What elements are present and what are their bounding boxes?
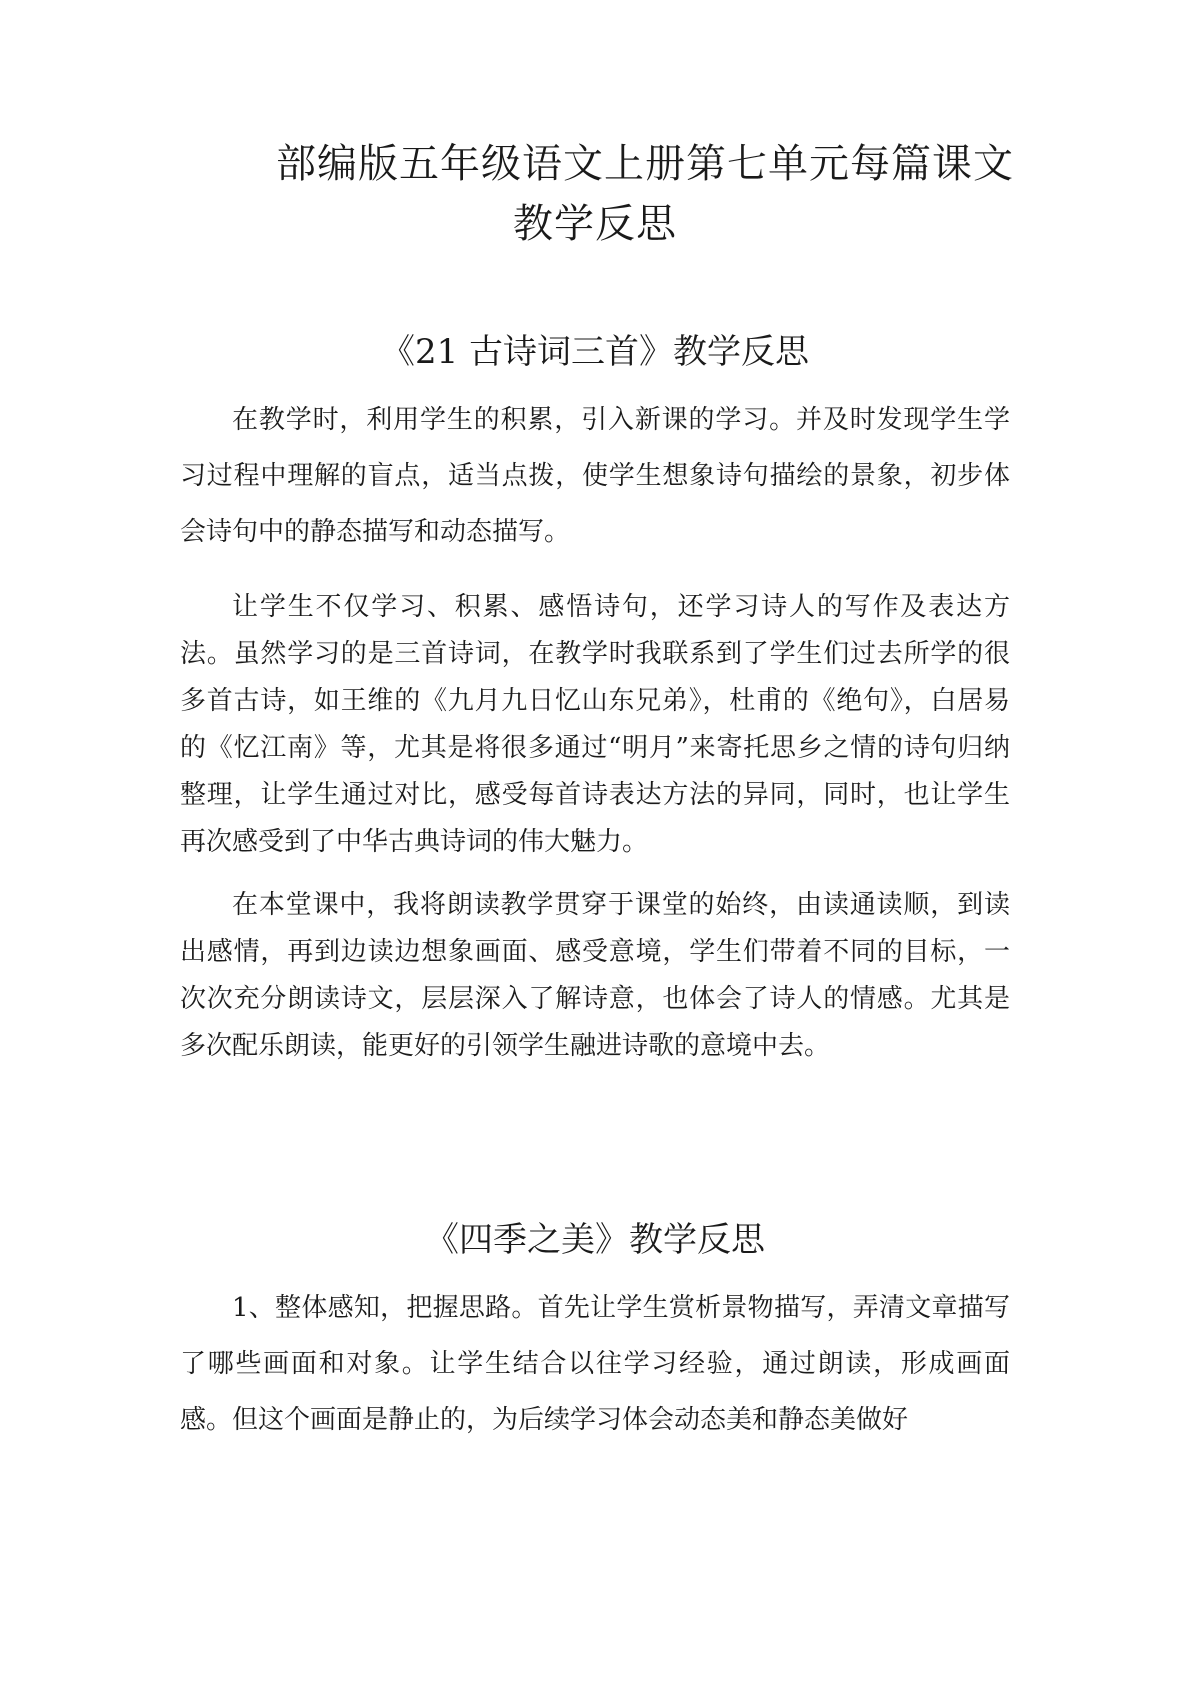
document-title-line2: 教学反思 bbox=[513, 201, 677, 247]
paragraph: 1、整体感知，把握思路。首先让学生赏析景物描写，弄清文章描写了哪些画面和对象。让学生结合以往学习经验，通过朗读，形成画面感。但这个画面是静止的，为后续学习体会动态美和静态美做好 bbox=[180, 1293, 1010, 1435]
paragraph: 在本堂课中，我将朗读教学贯穿于课堂的始终，由读通读顺，到读出感情，再到边读边想象画面、感受意境，学生们带着不同的目标，一次次充分朗读诗文，层层深入了解诗意，也体会了诗人的情感。尤其是多次配乐朗读，能更好的引领学生融进诗歌的意境中去。 bbox=[180, 890, 1010, 1061]
document-title-line1: 部编版五年级语文上册第七单元每篇课文 bbox=[276, 141, 1014, 187]
section-heading-sijizhimei: 《四季之美》教学反思 bbox=[425, 1220, 765, 1260]
paragraph: 让学生不仅学习、积累、感悟诗句，还学习诗人的写作及表达方法。虽然学习的是三首诗词，在教学时我联系到了学生们过去所学的很多首古诗，如王维的《九月九日忆山东兄弟》，杜甫的《绝句》，白居易的《忆江南》等，尤其是将很多通过“明月”来寄托思乡之情的诗句归纳整理，让学生通过对比，感受每首诗表达方法的异同，同时，也让学生再次感受到了中华古典诗词的伟大魅力。 bbox=[180, 592, 1010, 857]
paragraph: 在教学时，利用学生的积累，引入新课的学习。并及时发现学生学习过程中理解的盲点，适当点拨，使学生想象诗句描绘的景象，初步体会诗句中的静态描写和动态描写。 bbox=[180, 405, 1010, 547]
section-heading-gushici: 《21 古诗词三首》教学反思 bbox=[380, 332, 810, 372]
